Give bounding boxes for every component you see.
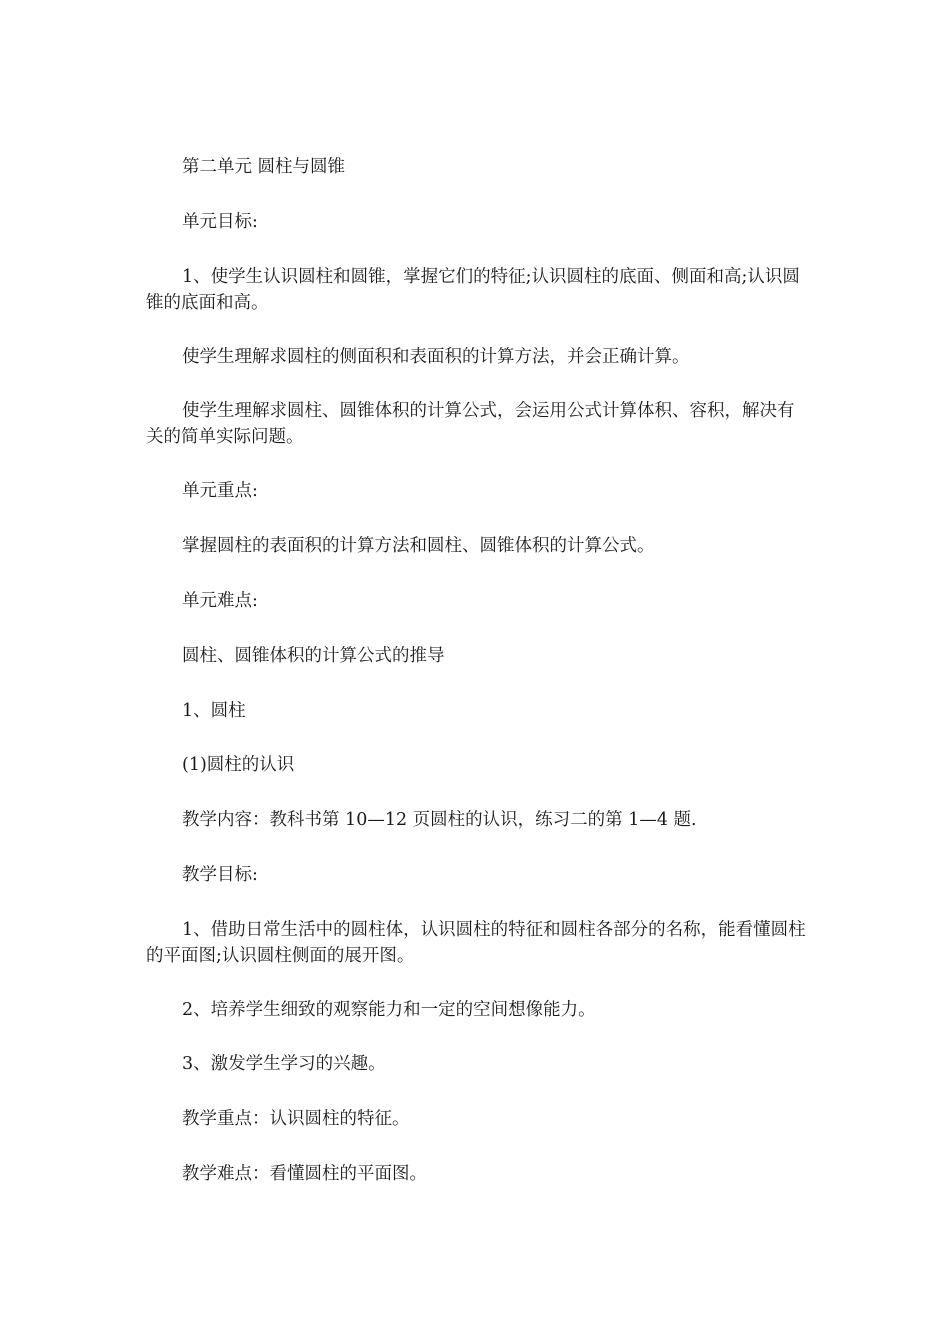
teaching-goal-1: 1、借助日常生活中的圆柱体，认识圆柱的特征和圆柱各部分的名称，能看懂圆柱的平面图;认识圆柱侧面的展开图。: [146, 920, 806, 966]
unit-goal-2: 使学生理解求圆柱的侧面积和表面积的计算方法，并会正确计算。: [182, 347, 690, 367]
subsection-heading: (1)圆柱的认识: [182, 755, 295, 775]
teaching-difficulty: 教学难点：看懂圆柱的平面图。: [182, 1164, 427, 1184]
unit-focus-heading: 单元重点:: [182, 481, 258, 501]
teaching-content: 教学内容：教科书第 10—12 页圆柱的认识，练习二的第 1—4 题.: [182, 810, 697, 830]
unit-focus-text: 掌握圆柱的表面积的计算方法和圆柱、圆锥体积的计算公式。: [182, 536, 655, 556]
teaching-focus: 教学重点：认识圆柱的特征。: [182, 1109, 410, 1129]
teaching-goal-2: 2、培养学生细致的观察能力和一定的空间想像能力。: [182, 1000, 596, 1020]
unit-difficulty-heading: 单元难点:: [182, 591, 258, 611]
unit-goal-3: 使学生理解求圆柱、圆锥体积的计算公式，会运用公式计算体积、容积，解决有关的简单实际问题。: [146, 401, 795, 447]
unit-goal-1: 1、使学生认识圆柱和圆锥，掌握它们的特征;认识圆柱的底面、侧面和高;认识圆锥的底面和高。: [146, 267, 800, 313]
teaching-goal-3: 3、激发学生学习的兴趣。: [182, 1054, 386, 1074]
unit-difficulty-text: 圆柱、圆锥体积的计算公式的推导: [182, 646, 445, 666]
section-heading-cylinder: 1、圆柱: [182, 701, 246, 721]
teaching-goals-heading: 教学目标:: [182, 865, 258, 885]
unit-goals-heading: 单元目标:: [182, 212, 258, 232]
unit-title: 第二单元 圆柱与圆锥: [182, 157, 346, 177]
